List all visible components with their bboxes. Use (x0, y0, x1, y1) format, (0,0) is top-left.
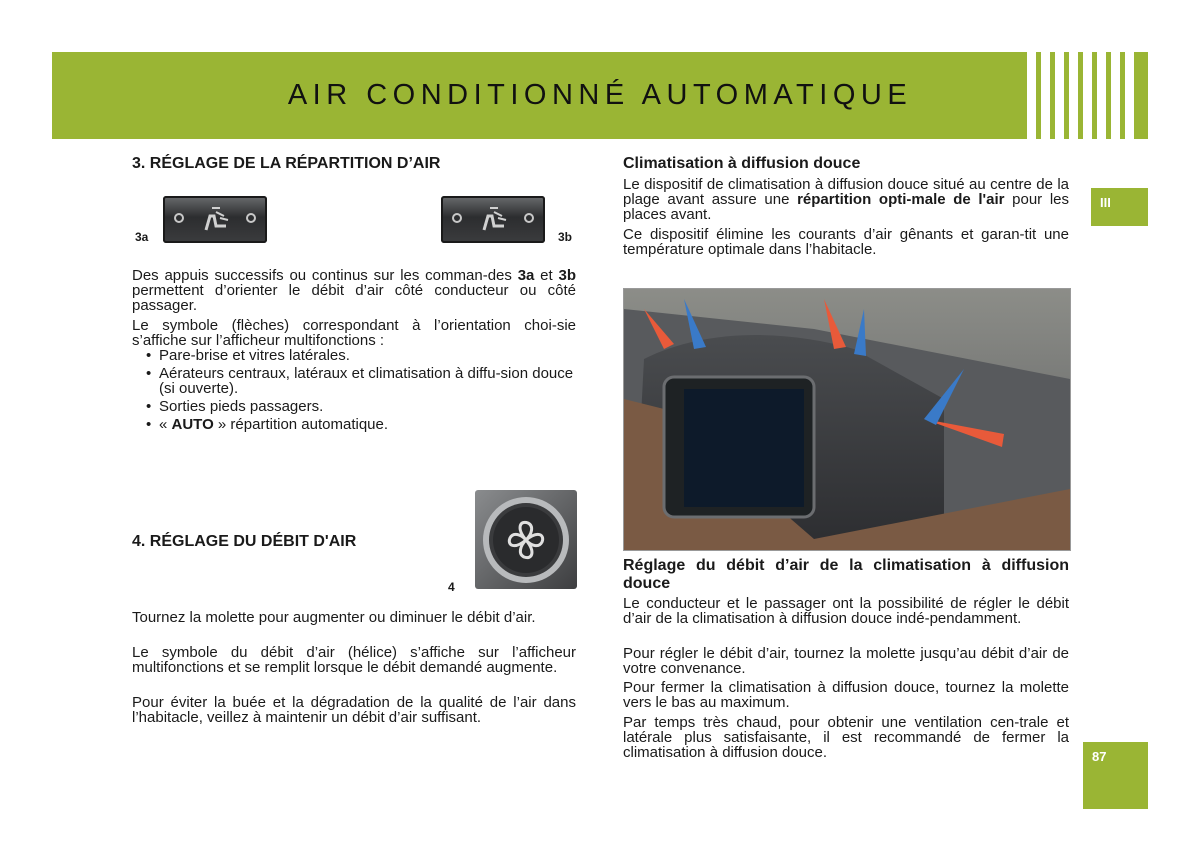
list-item: • « AUTO » répartition automatique. (146, 417, 576, 432)
section4-paragraph-2: Le symbole du débit d’air (hélice) s’affiche sur l’afficheur multifonctions et se remplit lorsque le débit demandé augmente. (132, 644, 576, 676)
reglage-paragraph-3: Pour fermer la climatisation à diffusion douce, tournez la molette vers le bas au maximum. (623, 679, 1069, 711)
label-4: 4 (448, 580, 455, 594)
page-title: AIR CONDITIONNÉ AUTOMATIQUE (287, 79, 913, 111)
label-3a: 3a (135, 230, 149, 244)
label-3b: 3b (558, 230, 573, 244)
climatisation-paragraph-1: Le dispositif de climatisation à diffusion douce situé au centre de la plage avant assure une répartition opti-male de l'air pour les places avant. (623, 176, 1069, 223)
seat-airflow-icon (476, 204, 510, 234)
section3-paragraph-2: Le symbole (flèches) correspondant à l’orientation choi-sie s’affiche sur l’afficheur multifonctions : (132, 317, 576, 349)
distribution-control-3a (163, 196, 267, 243)
seat-airflow-icon (198, 204, 232, 234)
section3-heading: 3. RÉGLAGE DE LA RÉPARTITION D’AIR (132, 155, 441, 172)
reglage-paragraph-1: Le conducteur et le passager ont la possibilité de régler le débit d’air de la climatisation à diffusion douce indé-pendamment. (623, 595, 1069, 627)
list-item: • Sorties pieds passagers. (146, 399, 576, 414)
list-item: • Aérateurs centraux, latéraux et climatisation à diffu-sion douce (si ouverte). (146, 366, 576, 396)
reglage-heading: Réglage du débit d’air de la climatisation à diffusion douce (623, 557, 1069, 592)
distribution-list (146, 348, 576, 435)
section4-paragraph-3: Pour éviter la buée et la dégradation de la qualité de l’air dans l’habitacle, veillez à maintenir un débit d’air suffisant. (132, 694, 576, 726)
chapter-tab: III (1091, 188, 1148, 226)
airflow-knob-4 (475, 490, 577, 589)
reglage-paragraph-4: Par temps très chaud, pour obtenir une ventilation cen-trale et latérale plus satisfaisante, il est recommandé de fermer la climatisation à diffusion douce. (623, 714, 1069, 761)
page-number: 87 (1083, 742, 1148, 809)
section4-paragraph-1: Tournez la molette pour augmenter ou diminuer le débit d’air. (132, 609, 536, 626)
climatisation-paragraph-2: Ce dispositif élimine les courants d’air gênants et garan-tit une température optimale dans l’habitacle. (623, 226, 1069, 258)
climatisation-heading: Climatisation à diffusion douce (623, 155, 861, 172)
distribution-control-3b (441, 196, 545, 243)
list-item: • Pare-brise et vitres latérales. (146, 348, 576, 363)
section3-paragraph-1: Des appuis successifs ou continus sur les comman-des 3a et 3b permettent d’orienter le débit d’air côté conducteur ou côté passager. (132, 267, 576, 314)
reglage-paragraph-2: Pour régler le débit d’air, tournez la molette jusqu’au débit d’air de votre convenance. (623, 645, 1069, 677)
dashboard-photo (623, 288, 1071, 551)
section4-heading: 4. RÉGLAGE DU DÉBIT D'AIR (132, 533, 357, 550)
